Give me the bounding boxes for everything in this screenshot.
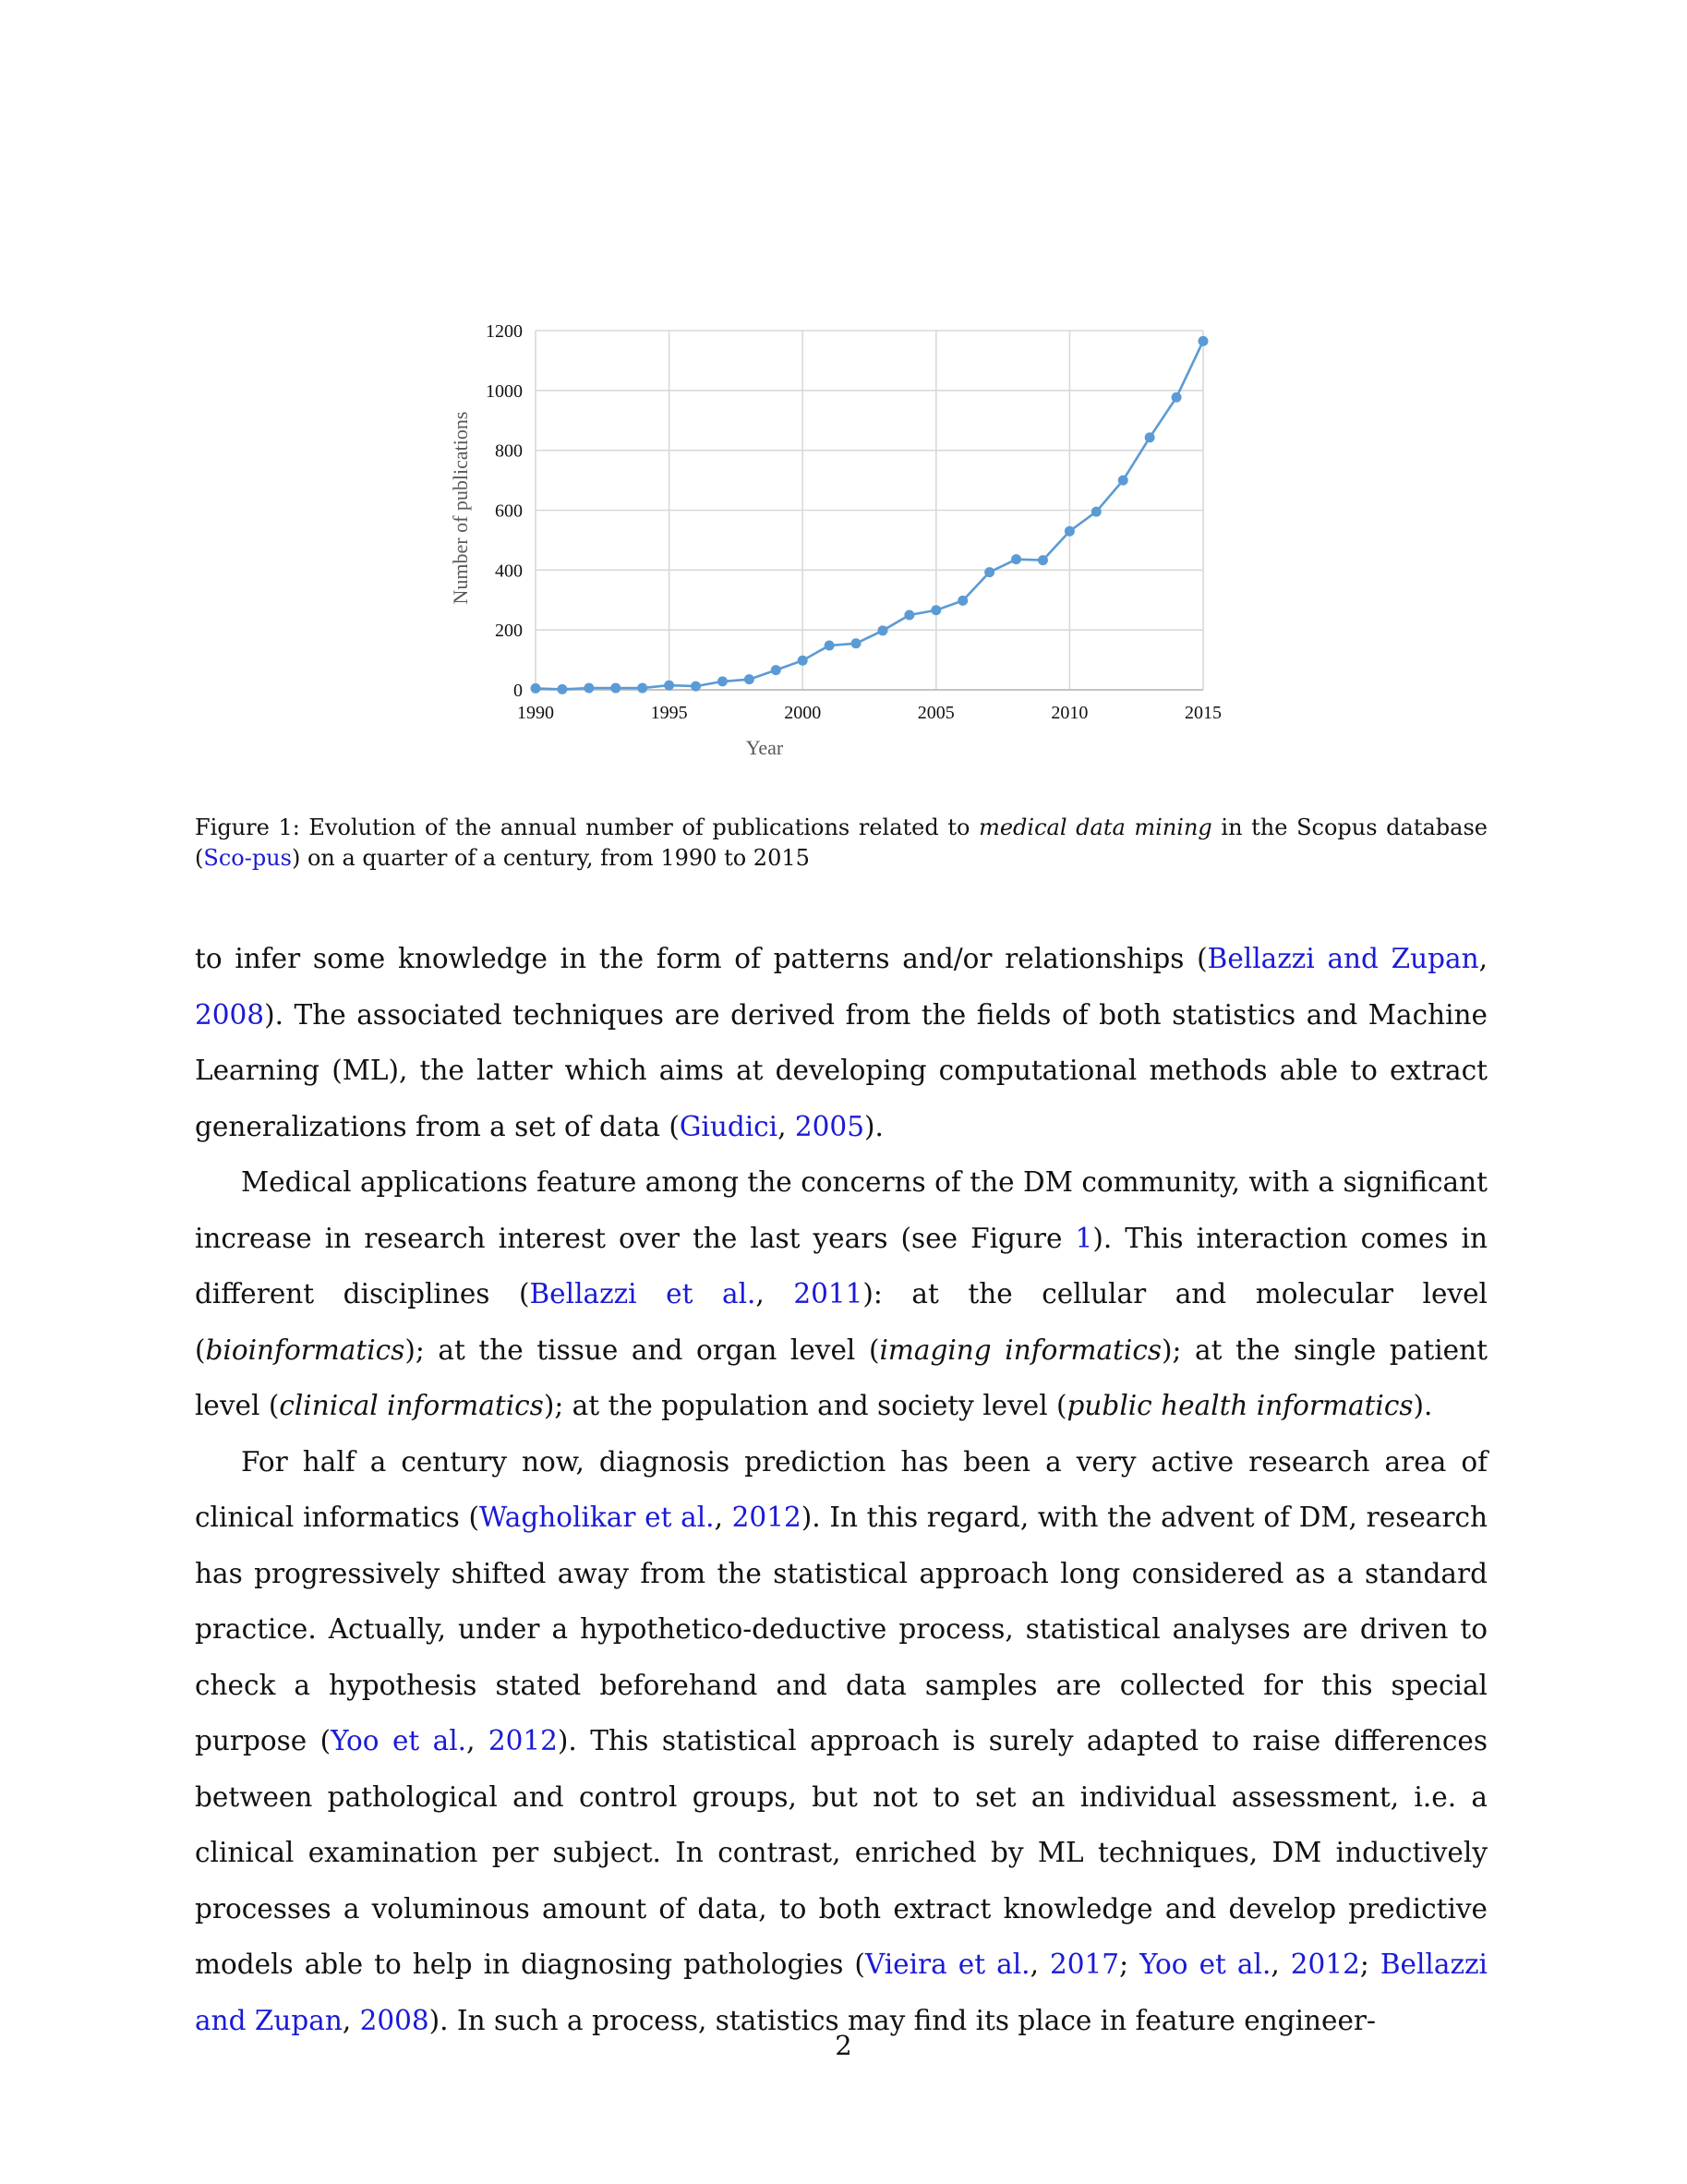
citation-link[interactable]: 2017 xyxy=(1050,1949,1120,1980)
publications-chart xyxy=(434,305,1265,785)
x-tick-label: 2000 xyxy=(784,703,822,723)
citation-link[interactable]: Yoo et al. xyxy=(331,1725,467,1756)
x-axis-label: Year xyxy=(745,736,784,759)
data-point-1998 xyxy=(744,674,754,684)
paragraph: to infer some knowledge in the form of patterns and/or relationships (Bellazzi and Zupan, 2008). The associated techniques are derived from the fields of both statistics and Machine Learning (ML), the latter which aims at developing computational methods able to extract generalizations from a set of data (Giudici, 2005). xyxy=(195,943,1488,1142)
data-point-2008 xyxy=(1011,554,1021,564)
paragraph: For half a century now, diagnosis prediction has been a very active research area of clinical informatics (Wagholikar et al., 2012). In this regard, with the advent of DM, research has progressively shifted away from the statistical approach long considered as a standard practice. Actually, under a hypothetico-deductive process, statistical analyses are driven to check a hypothesis stated beforehand and data samples are collected for this special purpose (Yoo et al., 2012). This statistical approach is surely adapted to raise differences between pathological and control groups, but not to set an individual assessment, i.e. a clinical examination per subject. In contrast, enriched by ML techniques, DM inductively processes a voluminous amount of data, to both extract knowledge and develop predictive models able to help in diagnosing pathologies (Vieira et al., 2017; Yoo et al., 2012; Bellazzi and Zupan, 2008). In such a process, statistics may find its place in feature engineer- xyxy=(195,1445,1488,2036)
data-point-2000 xyxy=(798,656,808,666)
y-tick-label: 0 xyxy=(513,681,523,701)
y-tick-label: 400 xyxy=(495,561,523,582)
citation-link[interactable]: Bellazzi and Zupan xyxy=(195,1949,1488,2036)
page-number: 2 xyxy=(835,2030,852,2061)
y-tick-labels xyxy=(486,321,523,701)
data-point-1999 xyxy=(771,665,781,675)
citation-link[interactable]: 2008 xyxy=(359,2004,429,2036)
x-tick-label: 2005 xyxy=(917,703,955,723)
x-tick-label: 1990 xyxy=(517,703,554,723)
data-point-1992 xyxy=(584,683,594,694)
y-tick-label: 1000 xyxy=(486,380,523,402)
data-point-2015 xyxy=(1199,336,1209,346)
citation-link[interactable]: Wagholikar et al. xyxy=(479,1502,715,1533)
y-tick-label: 600 xyxy=(495,501,523,522)
citation-link[interactable]: 2012 xyxy=(1290,1949,1360,1980)
data-point-2005 xyxy=(931,605,941,615)
y-tick-label: 1200 xyxy=(486,321,523,342)
figure-caption: Figure 1: Evolution of the annual number of publications related to medical data mining in the Scopus database (Sco-pus) on a quarter of a century, from 1990 to 2015 xyxy=(195,814,1488,871)
data-point-2009 xyxy=(1038,555,1048,565)
data-point-2007 xyxy=(984,567,994,577)
data-point-2014 xyxy=(1172,392,1182,403)
data-point-1991 xyxy=(557,684,567,694)
caption-label: Figure 1: xyxy=(195,814,300,840)
data-point-2003 xyxy=(877,625,887,635)
data-point-1994 xyxy=(637,683,647,694)
data-point-2001 xyxy=(825,641,835,651)
y-axis-label: Number of publications xyxy=(449,411,472,605)
data-point-2013 xyxy=(1145,432,1155,442)
citation-link[interactable]: 2012 xyxy=(731,1502,801,1533)
x-tick-labels xyxy=(517,703,1222,723)
citation-link[interactable]: Vieira et al. xyxy=(864,1949,1030,1980)
data-point-1996 xyxy=(691,682,701,692)
citation-link[interactable]: 2005 xyxy=(794,1110,864,1142)
citation-link[interactable]: Bellazzi and Zupan xyxy=(1207,943,1479,974)
paragraph: Medical applications feature among the concerns of the DM community, with a significant increase in research interest over the last years (see Figure 1). This interaction comes in different disciplines (Bellazzi et al., 2011): at the cellular and molecular level (bioinformatics); at the tissue and organ level (imaging informatics); at the single patient level (clinical informatics); at the population and society level (public health informatics). xyxy=(195,1166,1488,1421)
data-point-1995 xyxy=(664,681,674,691)
data-point-2002 xyxy=(851,638,862,648)
data-point-1993 xyxy=(610,683,621,694)
data-point-2004 xyxy=(904,609,914,620)
citation-link[interactable]: Sco-pus xyxy=(203,845,292,871)
x-tick-label: 1995 xyxy=(650,703,688,723)
x-tick-label: 2010 xyxy=(1051,703,1089,723)
citation-link[interactable]: Bellazzi et al. xyxy=(529,1278,756,1309)
data-point-1990 xyxy=(531,683,541,694)
citation-link[interactable]: 2012 xyxy=(488,1725,558,1756)
citation-link[interactable]: Yoo et al. xyxy=(1139,1949,1271,1980)
data-point-1997 xyxy=(717,676,728,686)
y-tick-label: 800 xyxy=(495,440,523,462)
citation-link[interactable]: 2011 xyxy=(793,1278,863,1309)
citation-link[interactable]: Giudici xyxy=(679,1110,778,1142)
citation-link[interactable]: 2008 xyxy=(195,998,265,1031)
y-tick-label: 200 xyxy=(495,621,523,642)
series-line xyxy=(536,341,1203,689)
data-point-2012 xyxy=(1118,476,1128,486)
body-text xyxy=(195,931,1488,2048)
figure-reference-link[interactable]: 1 xyxy=(1075,1222,1093,1254)
data-point-2010 xyxy=(1065,526,1075,537)
x-tick-label: 2015 xyxy=(1185,703,1222,723)
data-point-2006 xyxy=(958,596,968,606)
data-point-2011 xyxy=(1091,507,1102,517)
